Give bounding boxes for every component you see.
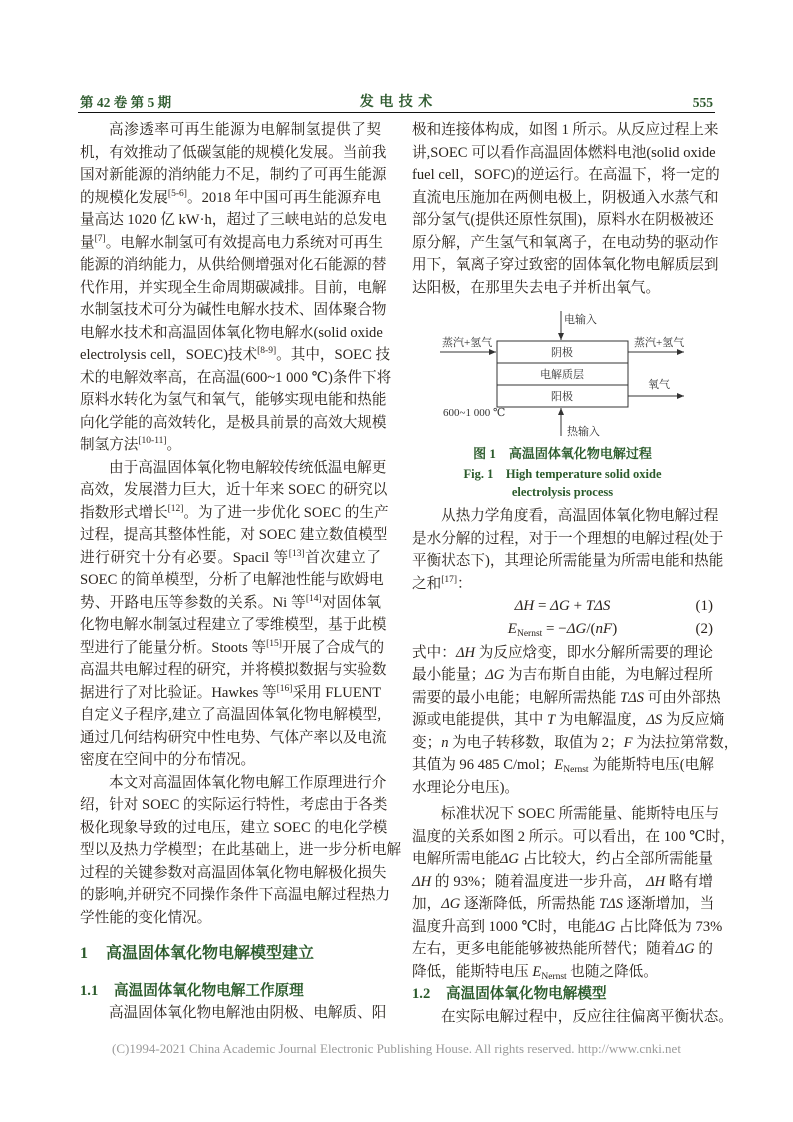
text-line (80, 817, 388, 840)
text-run: 势、开路电压等参数的关系。Ni 等 (80, 594, 306, 611)
text-line (80, 277, 387, 300)
text-line (80, 862, 387, 885)
section-title: 高温固体氧化物电解工作原理 (114, 982, 304, 999)
paragraph (412, 642, 739, 800)
text-run: 采用 FLUENT (292, 684, 382, 701)
text-line (80, 209, 387, 232)
text-line (80, 502, 389, 525)
paragraph (80, 772, 402, 930)
text-run: 指数形式增长 (80, 504, 168, 521)
math-symbol: ΔG (566, 621, 587, 638)
text-line (80, 704, 381, 727)
text-run: 高温固体氧化物电解池由阴极、电解质、阳 (109, 1005, 387, 1022)
text-run: 最小能量； (412, 667, 486, 684)
text-line (412, 826, 735, 849)
text-run: 能源的消纳能力，从供给侧增强对化石能源的替 (80, 257, 387, 273)
math-symbol: ΔG (485, 667, 505, 684)
text-line (80, 479, 388, 502)
power-in-label: 电输入 (564, 314, 597, 326)
text-run: 用下，氧离子穿过致密的固体氧化物电解质层到 (412, 257, 719, 273)
citation-ref: [7] (94, 233, 106, 244)
math-symbol: ΔG (675, 941, 695, 958)
text-run: 达阳极，在那里失去电子并析出氧气。 (412, 279, 661, 296)
text-line (412, 732, 739, 755)
text-line (80, 884, 391, 907)
text-run: fuel cell，SOFC)的逆运行。在高温下，将一定的 (412, 167, 720, 183)
citation-ref: [12] (167, 503, 184, 514)
text-line (80, 547, 381, 570)
text-run: 本文对高温固体氧化物电解工作原理进行介 (109, 774, 387, 791)
math-symbol: T (547, 712, 556, 729)
text-run: 术的电解效率高，在高温(600~1 000 ℃)条件下将 (80, 369, 392, 386)
text-run: 对固体氧 (321, 594, 381, 611)
copyright-footer: (C)1994-2021 China Academic Journal Electronic Publishing House. All rights reserved. http://www.cnki.net (112, 1041, 681, 1056)
text-run: 型以及热力学模型；在此基础上，进一步分析电解 (80, 842, 402, 858)
text-run: 化物电解水制氢过程建立了零维模型，基于此模 (80, 617, 387, 633)
paragraph (412, 803, 735, 983)
electrolysis-diagram (412, 299, 713, 439)
text-run: 量 (80, 234, 95, 251)
text-run: 机，有效推动了低碳氢能的规模化发展。当前我 (80, 144, 387, 161)
text-line (412, 687, 721, 710)
text-run: 水理论分电压)。 (412, 779, 520, 796)
paragraph (80, 1002, 387, 1025)
text-line (80, 839, 402, 862)
text-line (80, 389, 387, 412)
right-column (412, 119, 739, 1028)
text-line (80, 749, 381, 772)
text-run: electrolysis cell，SOEC)技术 (80, 347, 258, 363)
paragraph (80, 119, 392, 457)
text-run: 讲,SOEC 可以看作高温固体燃料电池(solid oxide (412, 144, 716, 161)
text-run: 极和连接体构成，如图 1 所示。从反应过程上来 (412, 122, 719, 138)
text-run: 高渗透率可再生能源为电解制氢提供了契 (109, 122, 381, 138)
figure-caption-en-2: electrolysis process (511, 485, 614, 499)
text-run: 是水分解的过程，对于一个理想的电解过程(处于 (412, 530, 724, 547)
subscript: Nernst (516, 629, 543, 640)
text-run: 原分解，产生氢气和氧离子，在电动势的驱动作 (412, 234, 719, 251)
text-line (80, 637, 385, 660)
text-run: 。为了进一步优化 SOEC 的生产 (183, 504, 389, 521)
text-line (412, 505, 719, 528)
text-line (412, 893, 713, 916)
text-run: 其值为 96 485 C/mol； (412, 757, 555, 774)
text-run: 绍，针对 SOEC 的实际运行特性，考虑由于各类 (80, 797, 388, 813)
text-run: 需要的最小电能；电解所需热能 (412, 689, 620, 706)
text-line (412, 709, 725, 732)
equation-number: (1) (695, 598, 713, 614)
text-line (80, 367, 392, 390)
text-line (412, 187, 719, 210)
text-line (80, 232, 381, 255)
text-line (80, 524, 388, 547)
text-run: 可由外部热 (643, 689, 721, 706)
text-run: 为能斯特电压(电解 (588, 757, 714, 774)
text-line (80, 772, 387, 795)
text-line (80, 614, 387, 637)
text-run: 高温共电解过程的研究，并将模拟数据与实验数 (80, 662, 387, 678)
section-title: 高温固体氧化物电解模型建立 (106, 945, 315, 962)
electrolyte-label: 电解质层 (540, 369, 584, 381)
citation-ref: [10-11] (138, 436, 167, 446)
text-line (80, 907, 381, 930)
text-line (80, 142, 387, 165)
text-run: 的规模化发展 (80, 189, 168, 206)
math-symbol: E (554, 757, 564, 774)
page-number: 555 (692, 95, 713, 110)
text-run: 电解所需电能 (412, 851, 500, 868)
text-run: 制氢方法 (80, 437, 139, 453)
text-line (412, 232, 719, 255)
text-line (80, 659, 387, 682)
text-line (412, 777, 713, 800)
oxygen-label: 氧气 (648, 379, 670, 391)
volume-issue: 第 42 卷 第 5 期 (80, 95, 172, 110)
text-run: 据进行了对比验证。Hawkes 等 (80, 684, 277, 701)
math-symbol: ΔS (646, 712, 663, 729)
text-line (80, 344, 391, 367)
text-run: 的 (694, 941, 713, 958)
math-symbol: TΔS (619, 689, 644, 706)
math-symbol: nF (595, 621, 613, 638)
text-run: 代作用，并实现全生命周期碳减排。目前，电解 (80, 279, 387, 296)
left-column (80, 119, 402, 1025)
text-line (80, 682, 381, 705)
text-run: 之和 (412, 575, 442, 592)
text-line (412, 916, 723, 939)
text-run: 加， (412, 896, 442, 913)
text-line (80, 794, 388, 817)
text-line (412, 961, 713, 984)
section-number: 1.1 (80, 982, 99, 999)
text-run: ) (612, 621, 618, 638)
text-run: 标准状况下 SOEC 所需能量、能斯特电压与 (441, 806, 720, 823)
text-run: 为吉布斯自由能，为电解过程所 (504, 667, 713, 684)
text-run: 。2018 年中国可再生能源弃电 (186, 189, 381, 206)
text-run: 略有增 (665, 873, 713, 890)
math-symbol: ΔG (499, 851, 519, 868)
text-run: 密度在空间中的分布情况。 (80, 752, 256, 768)
text-run: 国对新能源的消纳能力不足，制约了可再生能源 (80, 167, 387, 183)
text-run: 。电解水制氢可有效提高电力系统对可再生 (105, 234, 383, 251)
text-line (412, 848, 713, 871)
text-line (80, 1002, 387, 1025)
figure-caption-cn: 图 1 高温固体氧化物电解过程 (473, 446, 652, 461)
text-line (80, 187, 381, 210)
text-line (80, 434, 381, 457)
text-run: 为电解温度， (555, 712, 647, 729)
math-symbol: E (507, 621, 517, 638)
cathode-label: 阴极 (551, 347, 573, 359)
text-run: 占比较大，约占全部所需能量 (518, 851, 713, 868)
text-run: 进行研究十分有必要。Spacil 等 (80, 549, 289, 566)
text-run: 逐渐降低，所需热能 (460, 896, 599, 913)
text-line (80, 322, 381, 345)
text-line (80, 569, 384, 592)
text-run: 量高达 1020 亿 kW·h，超过了三峡电站的总发电 (80, 212, 387, 228)
text-run: 占比降低为 73% (615, 918, 723, 935)
math-symbol: F (623, 734, 633, 751)
section-title: 高温固体氧化物电解模型 (446, 986, 607, 1003)
section-heading-1-1 (80, 980, 381, 1003)
text-run: 。 (166, 437, 182, 453)
text-line (80, 299, 387, 322)
text-run: 为反应熵 (662, 712, 725, 729)
text-run: 温度升高到 1000 ℃时，电能 (412, 918, 597, 935)
text-line (80, 412, 387, 435)
header-rule (78, 112, 715, 113)
citation-ref: [16] (276, 683, 293, 694)
equation-2 (412, 618, 713, 641)
paragraph (80, 457, 389, 772)
subscript: Nernst (541, 971, 567, 982)
equation-expression (412, 618, 713, 641)
citation-ref: [8-9] (257, 346, 277, 356)
text-line (412, 664, 713, 687)
text-line (412, 1006, 733, 1029)
text-run: 从热力学角度看，高温固体氧化物电解过程 (441, 508, 719, 524)
text-run: 也随之降低。 (566, 963, 658, 980)
text-line (412, 164, 720, 187)
text-run: SOEC 的简单模型，分析了电解池性能与欧姆电 (80, 572, 384, 588)
text-run: 水制氢技术可分为碱性电解水技术、固体聚合物 (80, 302, 387, 318)
text-line (80, 164, 387, 187)
text-run: 高效，发展潜力巨大，近十年来 SOEC 的研究以 (80, 482, 388, 498)
text-run: + (569, 598, 586, 614)
text-line (412, 803, 720, 826)
math-symbol: ΔH (514, 598, 535, 614)
text-line (412, 528, 724, 551)
text-run: 逐渐增加，当 (622, 896, 715, 913)
heat-in-label: 热输入 (567, 426, 600, 438)
text-run: 的影响,并研究不同操作条件下高温电解过程热力 (80, 887, 391, 903)
citation-ref: [13] (288, 548, 305, 559)
text-run: 学性能的变化情况。 (80, 909, 212, 926)
text-run: 在实际电解过程中，反应往往偏离平衡状态。 (441, 1008, 733, 1025)
math-symbol: TΔS (585, 598, 611, 614)
anode-label: 阳极 (551, 391, 573, 403)
outlet-label: 蒸汽+氢气 (634, 337, 685, 349)
text-line (412, 119, 719, 142)
text-run: ： (457, 575, 472, 592)
text-run: 直流电压施加在两侧电极上，阴极通入水蒸气和 (412, 189, 719, 206)
math-symbol: ΔG (550, 598, 570, 614)
text-run: = − (542, 621, 567, 638)
text-run: 平衡状态下)，其理论所需能量为所需电能和热能 (412, 553, 724, 569)
text-line (412, 254, 719, 277)
text-line (80, 727, 387, 750)
math-symbol: ΔG (596, 918, 616, 935)
text-run: 的 93%；随着温度进一步升高， (431, 873, 647, 890)
figure-caption-en: Fig. 1 High temperature solid oxide (463, 467, 662, 481)
math-symbol: ΔG (441, 896, 461, 913)
text-run: 部分氢气(提供还原性氛围)，原料水在阴极被还 (412, 212, 714, 228)
math-symbol: ΔH (412, 873, 432, 890)
equation-expression (412, 595, 713, 618)
text-line (80, 457, 387, 480)
temperature-label: 600~1 000 ℃ (443, 407, 506, 419)
text-run: = (534, 598, 551, 614)
text-line (412, 573, 713, 596)
text-run: 自定义子程序,建立了高温固体氧化物电解模型, (80, 707, 381, 723)
paragraph (412, 119, 720, 299)
figure-1 (412, 299, 713, 505)
text-line (80, 254, 387, 277)
math-symbol: E (532, 963, 542, 980)
text-run: 由于高温固体氧化物电解较传统低温电解更 (109, 459, 387, 476)
paragraph (412, 505, 724, 595)
section-number: 1.2 (412, 986, 431, 1003)
math-symbol: n (441, 734, 449, 751)
text-run: 过程的关键参数对高温固体氧化物电解极化损失 (80, 864, 387, 881)
subscript: Nernst (563, 765, 589, 776)
text-line (412, 142, 716, 165)
section-heading-1 (80, 943, 381, 966)
paragraph (412, 1006, 733, 1029)
text-run: 极化现象导致的过电压，建立 SOEC 的电化学模 (80, 819, 388, 836)
text-run: 变； (412, 734, 442, 751)
text-run: 原料水转化为氢气和氧气，能够实现电能和热能 (80, 392, 387, 408)
text-line (80, 592, 381, 615)
citation-ref: [5-6] (167, 188, 187, 199)
inlet-label: 蒸汽+氢气 (442, 337, 493, 349)
text-run: 过程，提高其整体性能，对 SOEC 建立数值模型 (80, 527, 388, 543)
text-run: 左右，更多电能能够被热能所替代；随着 (412, 941, 676, 958)
text-run: 首次建立了 (304, 549, 381, 566)
text-run: 降低，能斯特电压 (412, 963, 533, 980)
text-run: 型进行了能量分析。Stoots 等 (80, 639, 267, 656)
section-number: 1 (80, 945, 88, 962)
text-line (412, 871, 713, 894)
text-line (80, 119, 381, 142)
text-run: 式中： (412, 644, 456, 661)
text-line (412, 642, 713, 665)
text-line (412, 550, 724, 573)
math-symbol: TΔS (598, 896, 623, 913)
math-symbol: ΔH (455, 644, 476, 661)
journal-name: 发 电 技 术 (359, 95, 434, 110)
text-run: 为反应焓变，即水分解所需要的理论 (475, 644, 713, 661)
text-run: 温度的关系如图 2 所示。可以看出，在 100 ℃时， (412, 828, 735, 845)
text-run: 开展了合成气的 (281, 639, 385, 656)
text-line (412, 938, 713, 961)
text-run: 通过几何结构研究中性电势、气体产率以及电流 (80, 729, 387, 746)
text-run: /( (586, 621, 596, 638)
citation-ref: [15] (266, 638, 282, 649)
equation-number: (2) (695, 621, 713, 638)
equation-1 (412, 595, 713, 618)
citation-ref: [17] (441, 574, 458, 585)
text-line (412, 277, 713, 300)
text-line (412, 754, 713, 777)
text-run: 向化学能的高效转化，是极具前景的高效大规模 (80, 414, 387, 431)
text-run: 为法拉第常数， (632, 734, 739, 751)
text-run: 电解水技术和高温固体氧化物电解水(solid oxide (80, 324, 383, 341)
text-line (412, 209, 713, 232)
text-run: 为电子转移数，取值为 2； (448, 734, 624, 751)
section-heading-1-2 (412, 983, 713, 1006)
text-run: 源或电能提供，其中 (412, 712, 547, 729)
citation-ref: [14] (305, 593, 322, 604)
math-symbol: ΔH (646, 873, 666, 890)
text-run: 。其中，SOEC 技 (276, 347, 391, 363)
